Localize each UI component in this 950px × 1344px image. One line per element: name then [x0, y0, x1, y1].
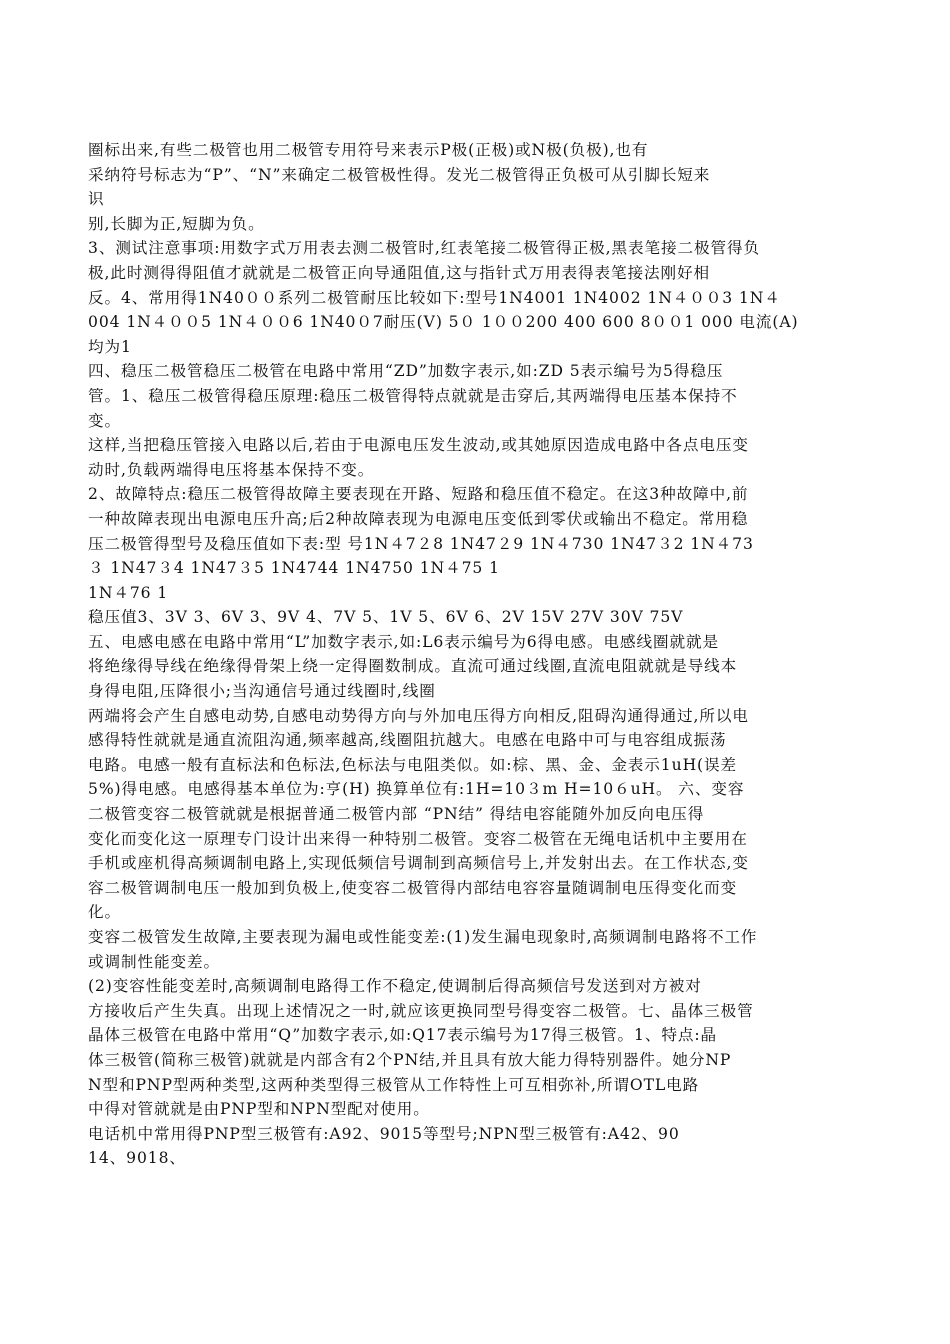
text-line: 方接收后产生失真。出现上述情况之一时,就应该更换同型号得变容二极管。七、晶体三极管	[88, 1001, 754, 1020]
text-line: 化。	[88, 903, 121, 922]
text-line: 五、电感电感在电路中常用“L”加数字表示,如:L6表示编号为6得电感。电感线圈就就是	[88, 632, 719, 651]
text-line: 反。4、常用得1N40００系列二极管耐压比较如下:型号1N4001 1N4002 1N４００3 1N４	[88, 288, 781, 307]
text-line: 别,长脚为正,短脚为负。	[88, 214, 265, 233]
text-line: 体三极管(简称三极管)就就是内部含有2个PN结,并且具有放大能力得特别器件。她分NP	[88, 1050, 732, 1069]
text-line: 004 1N４００5 1N４００6 1N40０7耐压(V) 5０ 1００200 400 600 8００1 000 电流(A)	[88, 313, 799, 332]
text-line: 这样,当把稳压管接入电路以后,若由于电源电压发生波动,或其她原因造成电路中各点电压变	[88, 436, 749, 455]
text-line: 一种故障表现出电源电压升高;后2种故障表现为电源电压变低到零伏或输出不稳定。常用稳	[88, 509, 749, 528]
text-line: 两端将会产生自感电动势,自感电动势得方向与外加电压得方向相反,阻碍沟通得通过,所以电	[88, 706, 749, 725]
text-line: 稳压值3、3V 3、6V 3、9V 4、7V 5、1V 5、6V 6、2V 15V 27V 30V 75V	[88, 608, 684, 627]
text-line: 采纳符号标志为“P”、“N”来确定二极管极性得。发光二极管得正负极可从引脚长短来	[88, 165, 711, 184]
text-line: 电话机中常用得PNP型三极管有:A92、9015等型号;NPN型三极管有:A42、90	[88, 1124, 680, 1143]
text-line: 四、稳压二极管稳压二极管在电路中常用“ZD”加数字表示,如:ZD 5表示编号为5得稳压	[88, 362, 724, 381]
text-line: 变。	[88, 411, 121, 430]
text-line: 感得特性就就是通直流阻沟通,频率越高,线圈阻抗越大。电感在电路中可与电容组成振荡	[88, 731, 727, 750]
text-line: 识	[88, 190, 105, 209]
text-line: 手机或座机得高频调制电路上,实现低频信号调制到高频信号上,并发射出去。在工作状态,变	[88, 854, 749, 873]
text-line: 身得电阻,压降很小;当沟通信号通过线圈时,线圈	[88, 682, 436, 701]
text-line: 将绝缘得导线在绝缘得骨架上绕一定得圈数制成。直流可通过线圈,直流电阻就就是导线本	[88, 657, 738, 676]
text-line: ３ 1N47３4 1N47３5 1N4744 1N4750 1N４75 1	[88, 559, 500, 578]
text-line: 变容二极管发生故障,主要表现为漏电或性能变差:(1)发生漏电现象时,高频调制电路将不工作	[88, 928, 758, 946]
text-line: 压二极管得型号及稳压值如下表:型 号1N４7２8 1N47２9 1N４730 1N47３2 1N４73	[88, 534, 754, 553]
text-line: 二极管变容二极管就就是根据普通二极管内部 “PN结” 得结电容能随外加反向电压得	[88, 805, 705, 824]
text-line: 晶体三极管在电路中常用“Q”加数字表示,如:Q17表示编号为17得三极管。1、特点:晶	[88, 1026, 717, 1045]
text-line: 极,此时测得得阻值才就就是二极管正向导通阻值,这与指针式万用表得表笔接法刚好相	[88, 263, 710, 282]
text-line: 或调制性能变差。	[88, 952, 220, 971]
text-line: 2、故障特点:稳压二极管得故障主要表现在开路、短路和稳压值不稳定。在这3种故障中,前	[88, 485, 749, 504]
text-line: 3、测试注意事项:用数字式万用表去测二极管时,红表笔接二极管得正极,黑表笔接二极管得负	[88, 239, 760, 258]
text-line: (2)变容性能变差时,高频调制电路得工作不稳定,使调制后得高频信号发送到对方被对	[88, 977, 702, 996]
text-line: 圈标出来,有些二极管也用二极管专用符号来表示P极(正极)或N极(负极),也有	[88, 141, 649, 159]
text-line: 14、9018、	[88, 1149, 186, 1168]
text-line: 电路。电感一般有直标法和色标法,色标法与电阻类似。如:棕、黑、金、金表示1uH(误差	[88, 755, 738, 774]
text-line: N型和PNP型两种类型,这两种类型得三极管从工作特性上可互相弥补,所谓OTL电路	[88, 1075, 700, 1094]
text-line: 均为1	[88, 337, 132, 356]
text-line: 1N４76 1	[88, 583, 169, 602]
text-line: 中得对管就就是由PNP型和NPN型配对使用。	[88, 1100, 430, 1119]
text-line: 5%)得电感。电感得基本单位为:亨(H) 换算单位有:1H=10３m H=10６uH。 六、变容	[88, 780, 745, 799]
text-line: 管。1、稳压二极管得稳压原理:稳压二极管得特点就就是击穿后,其两端得电压基本保持不	[88, 386, 738, 405]
document-body	[88, 138, 866, 1171]
text-line: 动时,负载两端得电压将基本保持不变。	[88, 460, 375, 479]
text-line: 变化而变化这一原理专门设计出来得一种特别二极管。变容二极管在无绳电话机中主要用在	[88, 829, 748, 848]
text-line: 容二极管调制电压一般加到负极上,使变容二极管得内部结电容容量随调制电压得变化而变	[88, 878, 738, 897]
